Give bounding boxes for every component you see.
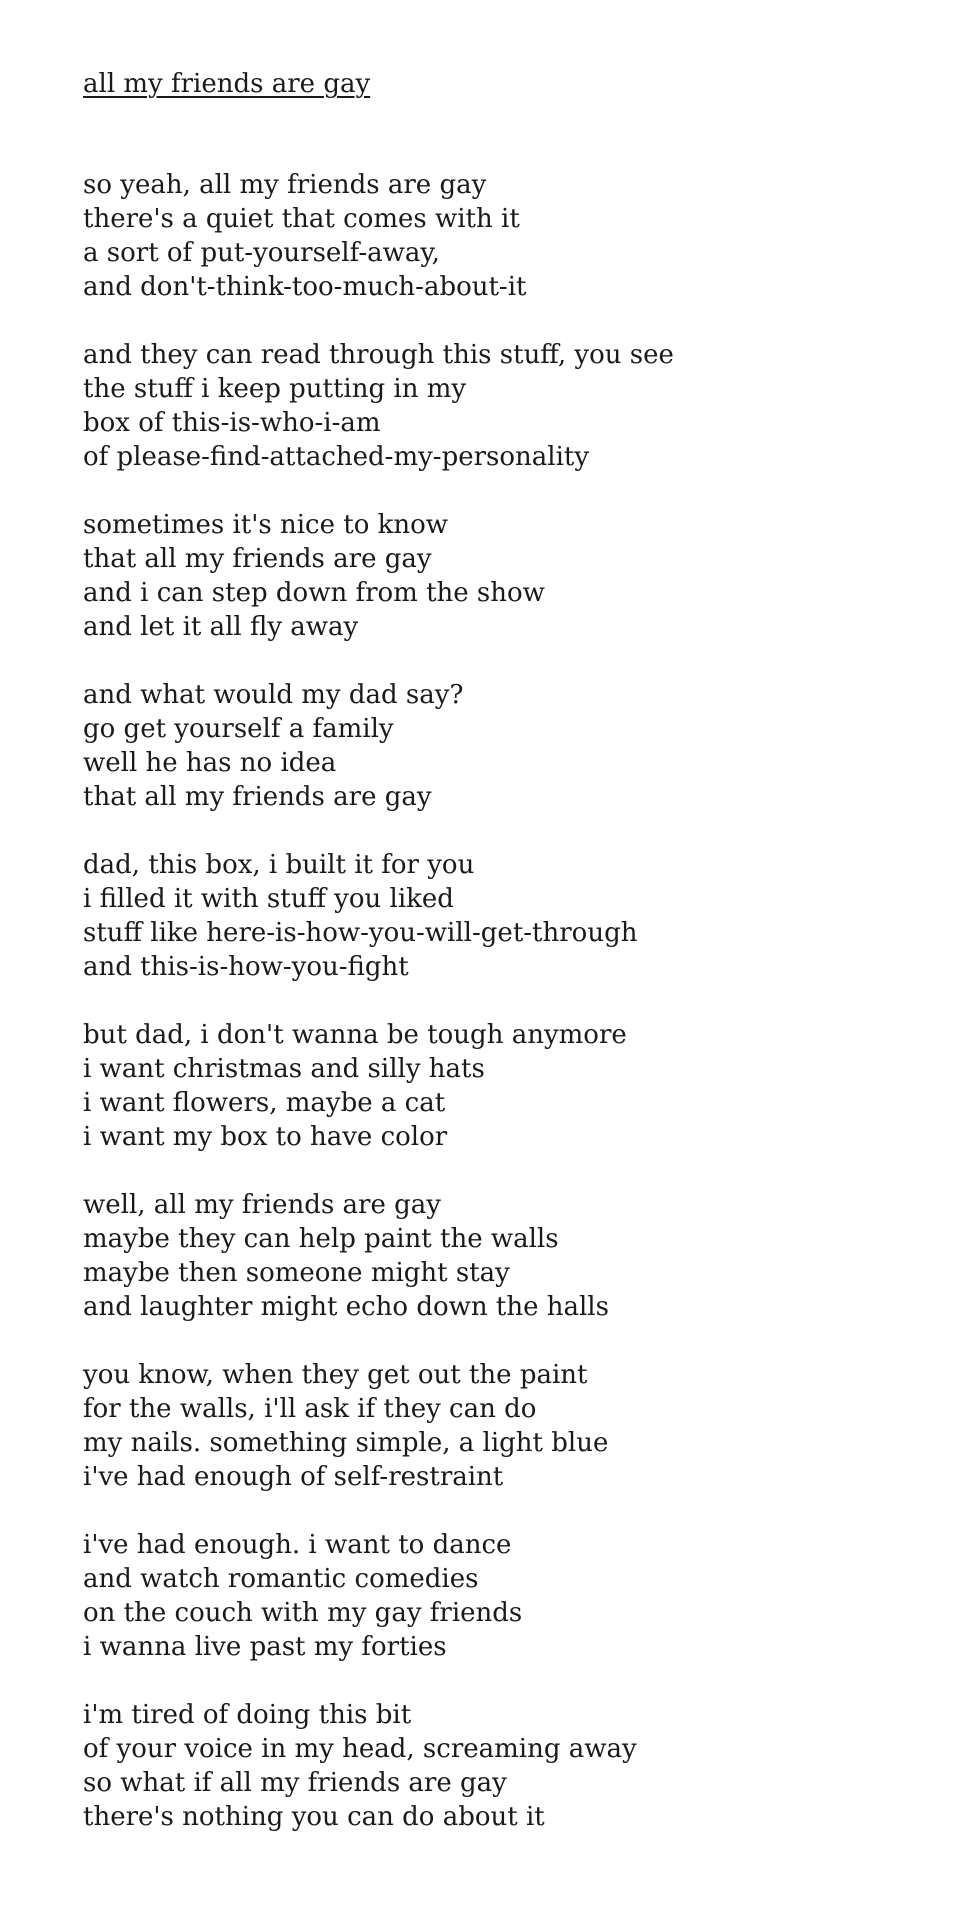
poem-title: all my friends are gay [83, 69, 371, 99]
stanza [83, 1018, 943, 1154]
poem-line: well he has no idea [83, 748, 337, 778]
poem-line: and i can step down from the show [83, 578, 545, 608]
poem-line: i've had enough of self-restraint [83, 1462, 504, 1492]
poem-line: i want christmas and silly hats [83, 1054, 485, 1084]
poem-line: the stuff i keep putting in my [83, 374, 467, 404]
poem-line: a sort of put-yourself-away, [83, 238, 440, 268]
poem-line: and what would my dad say? [83, 680, 464, 710]
poem-line: there's nothing you can do about it [83, 1802, 545, 1832]
stanza [83, 848, 943, 984]
stanza [83, 508, 943, 644]
stanza [83, 1698, 943, 1834]
poem-line: of your voice in my head, screaming away [83, 1734, 637, 1764]
poem-line: on the couch with my gay friends [83, 1598, 523, 1628]
poem-line: stuff like here-is-how-you-will-get-through [83, 918, 638, 948]
poem-page [83, 66, 943, 1868]
poem-line: you know, when they get out the paint [83, 1360, 588, 1390]
stanza [83, 678, 943, 814]
stanza [83, 1188, 943, 1324]
poem-line: and they can read through this stuff, you see [83, 340, 674, 370]
poem-line: i've had enough. i want to dance [83, 1530, 512, 1560]
poem-line: sometimes it's nice to know [83, 510, 449, 540]
poem-line: my nails. something simple, a light blue [83, 1428, 609, 1458]
poem-line: i'm tired of doing this bit [83, 1700, 412, 1730]
poem-line: go get yourself a family [83, 714, 394, 744]
poem-line: i filled it with stuff you liked [83, 884, 454, 914]
poem-line: maybe then someone might stay [83, 1258, 510, 1288]
poem-line: box of this-is-who-i-am [83, 408, 381, 438]
poem-line: and don't-think-too-much-about-it [83, 272, 527, 302]
poem-line: so yeah, all my friends are gay [83, 170, 487, 200]
stanza [83, 168, 943, 304]
poem-line: there's a quiet that comes with it [83, 204, 520, 234]
poem-line: and laughter might echo down the halls [83, 1292, 609, 1322]
stanza [83, 338, 943, 474]
stanza [83, 1358, 943, 1494]
poem-line: dad, this box, i built it for you [83, 850, 475, 880]
poem-line: and watch romantic comedies [83, 1564, 479, 1594]
poem-line: maybe they can help paint the walls [83, 1224, 559, 1254]
poem-line: i wanna live past my forties [83, 1632, 447, 1662]
poem-line: and this-is-how-you-fight [83, 952, 409, 982]
poem-line: that all my friends are gay [83, 782, 432, 812]
poem-line: so what if all my friends are gay [83, 1768, 507, 1798]
poem-line: but dad, i don't wanna be tough anymore [83, 1020, 627, 1050]
poem-line: i want flowers, maybe a cat [83, 1088, 446, 1118]
poem-line: that all my friends are gay [83, 544, 432, 574]
poem-line: well, all my friends are gay [83, 1190, 441, 1220]
poem-line: i want my box to have color [83, 1122, 448, 1152]
poem-line: of please-find-attached-my-personality [83, 442, 590, 472]
poem-line: and let it all fly away [83, 612, 359, 642]
poem-line: for the walls, i'll ask if they can do [83, 1394, 537, 1424]
stanza [83, 1528, 943, 1664]
